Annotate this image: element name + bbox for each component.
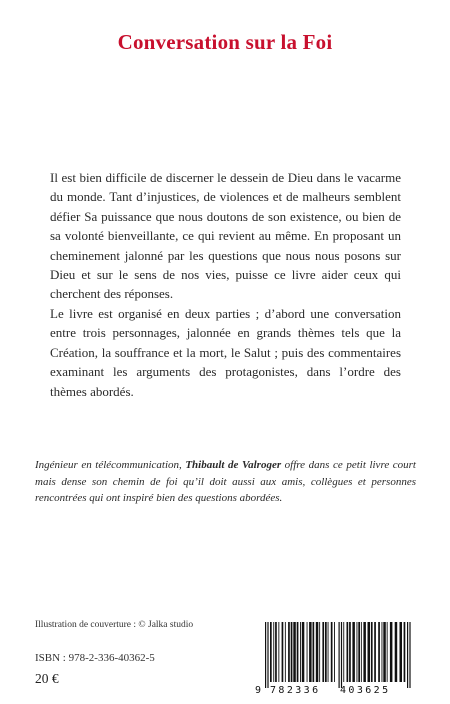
author-bio: [35, 457, 416, 507]
barcode-bar: [285, 622, 286, 682]
author-name: Thibault de Valroger: [185, 459, 282, 471]
isbn: ISBN : 978-2-336-40362-5: [35, 652, 155, 664]
barcode-bar: [363, 622, 366, 682]
barcode-bar: [293, 622, 296, 682]
barcode-bar: [288, 622, 290, 682]
barcode-bar: [352, 622, 355, 682]
barcode-bar: [270, 622, 272, 682]
barcode-bar: [267, 622, 268, 688]
barcode-bar: [300, 622, 301, 682]
barcode-bar: [390, 622, 393, 682]
barcode-bar: [349, 622, 351, 682]
barcode-bar: [378, 622, 380, 682]
synopsis-paragraph: Il est bien difficile de discerner le dessein de Dieu dans le vacarme du monde. Tant d’injustices, de violences et de malheurs semblent défier Sa puissance que nous doutons de son existence, ou bien de sa volonté bienveillante, ce qui revient au même. En proposant un cheminement jalonné par les questions que nous nous posons sur Dieu et sur le sens de nos vies, puisse ce livre aider ceux qui cherchent des réponses.: [50, 170, 401, 302]
bio-suffix: offre dans ce petit livre court mais dense son chemin de foi qu’il doit aussi aux amis, collègues et personnes rencontrées qui ont inspiré bien des questions abordées.: [35, 459, 416, 504]
bio-prefix: Ingénieur en télécommunication,: [35, 459, 186, 471]
barcode-bar: [319, 622, 320, 682]
barcode-bar: [371, 622, 373, 682]
barcode-bar: [339, 622, 340, 688]
barcode-bar: [407, 622, 408, 688]
barcode-bar: [328, 622, 329, 682]
barcode-bar: [265, 622, 266, 688]
barcode-bar: [341, 622, 342, 688]
barcode-digit-first: 9: [255, 685, 262, 696]
barcode-bar: [331, 622, 333, 682]
barcode-bar: [307, 622, 308, 682]
barcode-bars: [265, 622, 411, 688]
barcode-bar: [275, 622, 277, 682]
barcode-bar: [334, 622, 335, 682]
book-title: Conversation sur la Foi: [117, 30, 333, 54]
barcode-bar: [374, 622, 376, 682]
barcode-bar: [291, 622, 293, 682]
barcode-bar: [358, 622, 360, 682]
barcode-bar: [357, 622, 358, 682]
barcode-bar: [361, 622, 362, 682]
price: 20 €: [35, 671, 59, 686]
barcode-bar: [347, 622, 349, 682]
barcode-bar: [282, 622, 284, 682]
barcode-bar: [313, 622, 315, 682]
barcode-digits-left: 782336: [270, 685, 321, 696]
barcode-bar: [400, 622, 403, 682]
cover-illustration-credit: Illustration de couverture : © Jalka studio: [35, 620, 194, 630]
barcode-bar: [409, 622, 410, 688]
barcode-bar: [297, 622, 299, 682]
structure-paragraph: Le livre est organisé en deux parties ; d’abord une conversation entre trois personnages, jalonnée en grands thèmes tels que la Création, la souffrance et la mort, le Salut ; puis des commentaires examinant les arguments des protagonistes, dans l’ordre des thèmes abordés.: [50, 306, 401, 399]
barcode-digits-right: 403625: [340, 685, 391, 696]
isbn-barcode: [253, 620, 418, 696]
barcode-bar: [404, 622, 406, 682]
barcode-bar: [302, 622, 305, 682]
barcode-bar: [278, 622, 279, 682]
barcode-bar: [325, 622, 327, 682]
barcode-bar: [387, 622, 388, 682]
barcode-bar: [322, 622, 324, 682]
barcode-bar: [309, 622, 312, 682]
barcode-bar: [343, 622, 344, 682]
barcode-bar: [368, 622, 371, 682]
barcode-bar: [395, 622, 398, 682]
barcode-bar: [316, 622, 319, 682]
barcode-bar: [383, 622, 386, 682]
barcode-bar: [382, 622, 383, 682]
barcode-bar: [273, 622, 274, 682]
